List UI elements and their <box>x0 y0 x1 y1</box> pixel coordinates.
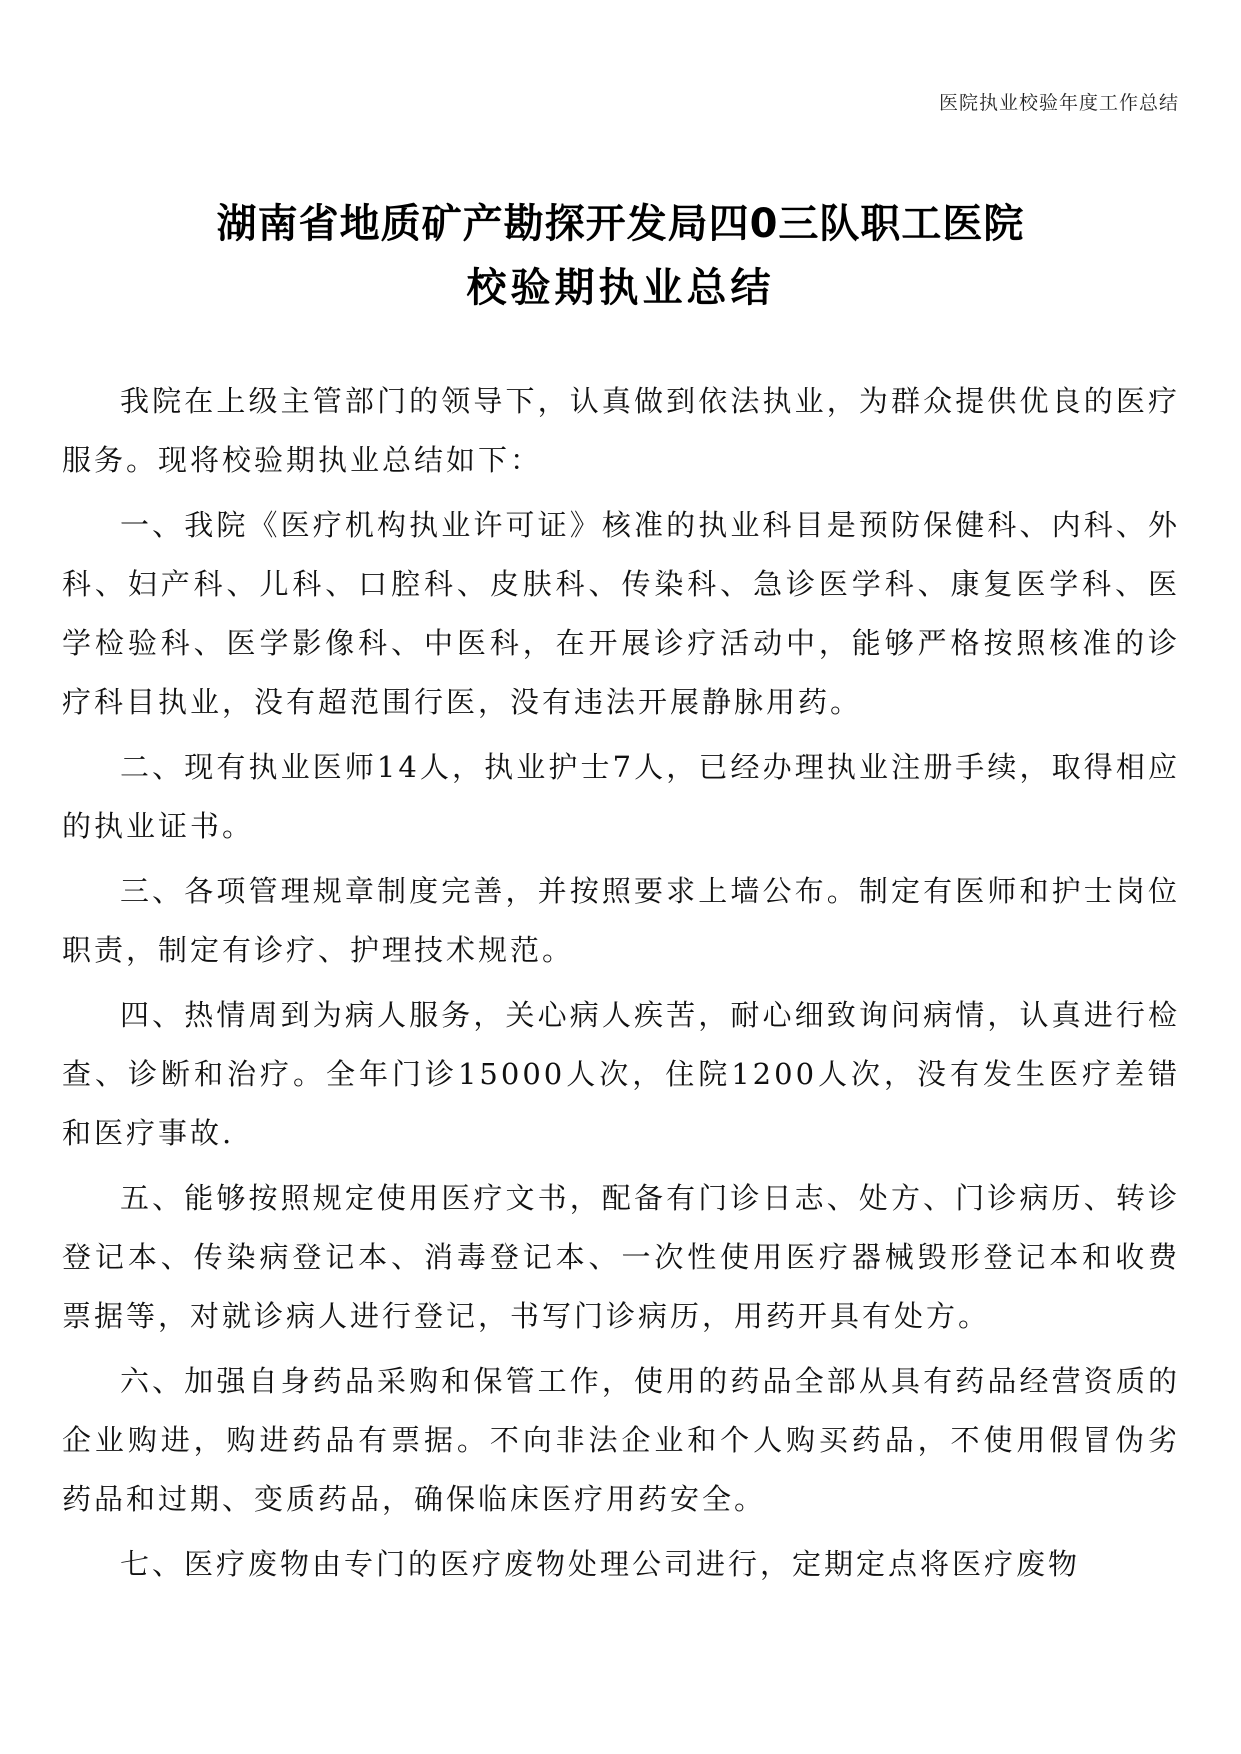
document-body <box>62 372 1180 1600</box>
paragraph-item-5: 五、能够按照规定使用医疗文书，配备有门诊日志、处方、门诊病历、转诊登记本、传染病登记本、消毒登记本、一次性使用医疗器械毁形登记本和收费票据等，对就诊病人进行登记，书写门诊病历，用药开具有处方。 <box>62 1181 1180 1333</box>
paragraph-item-6: 六、加强自身药品采购和保管工作，使用的药品全部从具有药品经营资质的企业购进，购进药品有票据。不向非法企业和个人购买药品，不使用假冒伪劣药品和过期、变质药品，确保临床医疗用药安全。 <box>62 1364 1180 1516</box>
paragraph-intro: 我院在上级主管部门的领导下，认真做到依法执业，为群众提供优良的医疗服务。现将校验期执业总结如下： <box>62 384 1180 477</box>
paragraph-item-1: 一、我院《医疗机构执业许可证》核准的执业科目是预防保健科、内科、外科、妇产科、儿科、口腔科、皮肤科、传染科、急诊医学科、康复医学科、医学检验科、医学影像科、中医科，在开展诊疗活动中，能够严格按照核准的诊疗科目执业，没有超范围行医，没有违法开展静脉用药。 <box>62 508 1180 719</box>
paragraph-item-7: 七、医疗废物由专门的医疗废物处理公司进行，定期定点将医疗废物 <box>120 1547 1081 1581</box>
title-line-2: 校验期执业总结 <box>466 265 775 311</box>
document-title <box>0 192 1241 320</box>
running-header: 医院执业校验年度工作总结 <box>938 92 1179 114</box>
title-line-1: 湖南省地质矿产勘探开发局四0三队职工医院 <box>216 201 1025 247</box>
paragraph-item-4: 四、热情周到为病人服务，关心病人疾苦，耐心细致询问病情，认真进行检查、诊断和治疗。全年门诊15000人次，住院1200人次，没有发生医疗差错和医疗事故. <box>62 998 1180 1150</box>
paragraph-item-2: 二、现有执业医师14人，执业护士7人，已经办理执业注册手续，取得相应的执业证书。 <box>62 750 1180 843</box>
paragraph-item-3: 三、各项管理规章制度完善，并按照要求上墙公布。制定有医师和护士岗位职责，制定有诊疗、护理技术规范。 <box>62 874 1180 967</box>
